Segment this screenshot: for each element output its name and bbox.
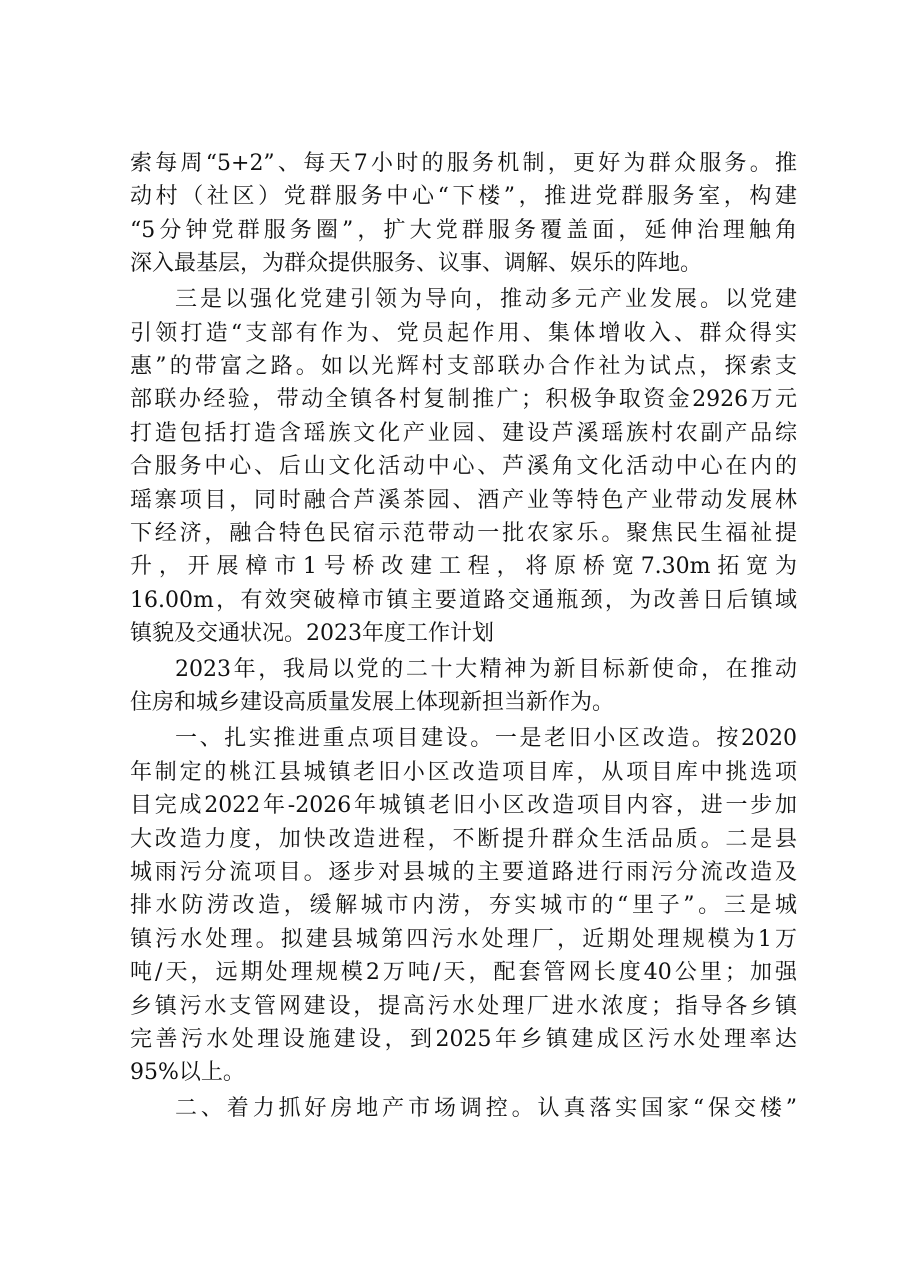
text-line: 16.00m，有效突破樟市镇主要道路交通瓶颈，为改善日后镇域 xyxy=(130,587,797,613)
paragraph xyxy=(130,147,797,281)
text-line: 吨/天，远期处理规模2万吨/天，配套管网长度40公里；加强 xyxy=(130,960,797,986)
paragraph xyxy=(130,722,797,1089)
text-line: 镇污水处理。拟建县城第四污水处理厂，近期处理规模为1万 xyxy=(130,926,797,952)
text-line: 目完成2022年-2026年城镇老旧小区改造项目内容，进一步加 xyxy=(130,793,797,819)
text-line: 下经济，融合特色民宿示范带动一批农家乐。聚焦民生福祉提 xyxy=(130,520,797,546)
text-line: 动村（社区）党群服务中心“下楼”，推进党群服务室，构建 xyxy=(130,184,797,210)
text-line: 深入最基层，为群众提供服务、议事、调解、娱乐的阵地。 xyxy=(130,251,703,277)
text-line: 索每周“5+2”、每天7小时的服务机制，更好为群众服务。推 xyxy=(130,151,797,176)
text-line: 二、着力抓好房地产市场调控。认真落实国家“保交楼” xyxy=(175,1096,797,1122)
text-line: 三是以强化党建引领为导向，推动多元产业发展。以党建 xyxy=(175,287,797,313)
text-line: 住房和城乡建设高质量发展上体现新担当新作为。 xyxy=(130,690,615,716)
text-line: 瑶寨项目，同时融合芦溪茶园、酒产业等特色产业带动发展林 xyxy=(130,487,797,513)
text-line: 合服务中心、后山文化活动中心、芦溪角文化活动中心在内的 xyxy=(130,454,797,480)
text-line: 打造包括打造含瑶族文化产业园、建设芦溪瑶族村农副产品综 xyxy=(130,420,797,446)
text-line: 城雨污分流项目。逐步对县城的主要道路进行雨污分流改造及 xyxy=(130,859,797,885)
text-line: 排水防涝改造，缓解城市内涝，夯实城市的“里子”。三是城 xyxy=(130,893,797,919)
text-line: 引领打造“支部有作为、党员起作用、集体增收入、群众得实 xyxy=(130,320,797,346)
text-line: “5分钟党群服务圈”，扩大党群服务覆盖面，延伸治理触角 xyxy=(130,217,797,243)
text-line: 大改造力度，加快改造进程，不断提升群众生活品质。二是县 xyxy=(130,826,797,852)
text-line: 年制定的桃江县城镇老旧小区改造项目库，从项目库中挑选项 xyxy=(130,759,797,785)
paragraph xyxy=(130,653,797,720)
document-body xyxy=(130,147,797,1126)
paragraph xyxy=(130,1092,797,1125)
text-line: 镇貌及交通状况。2023年度工作计划 xyxy=(130,621,494,647)
text-line: 完善污水处理设施建设，到2025年乡镇建成区污水处理率达 xyxy=(130,1026,797,1052)
paragraph xyxy=(130,283,797,650)
text-line: 乡镇污水支管网建设，提高污水处理厂进水浓度；指导各乡镇 xyxy=(130,993,797,1019)
text-line: 95%以上。 xyxy=(130,1060,245,1086)
text-line: 部联办经验，带动全镇各村复制推广；积极争取资金2926万元 xyxy=(130,387,797,413)
text-line: 惠”的带富之路。如以光辉村支部联办合作社为试点，探索支 xyxy=(130,353,797,379)
text-line: 2023年，我局以党的二十大精神为新目标新使命，在推动 xyxy=(175,657,797,683)
text-line: 一、扎实推进重点项目建设。一是老旧小区改造。按2020 xyxy=(175,726,797,752)
text-line: 升，开展樟市1号桥改建工程，将原桥宽7.30m拓宽为 xyxy=(130,554,797,580)
